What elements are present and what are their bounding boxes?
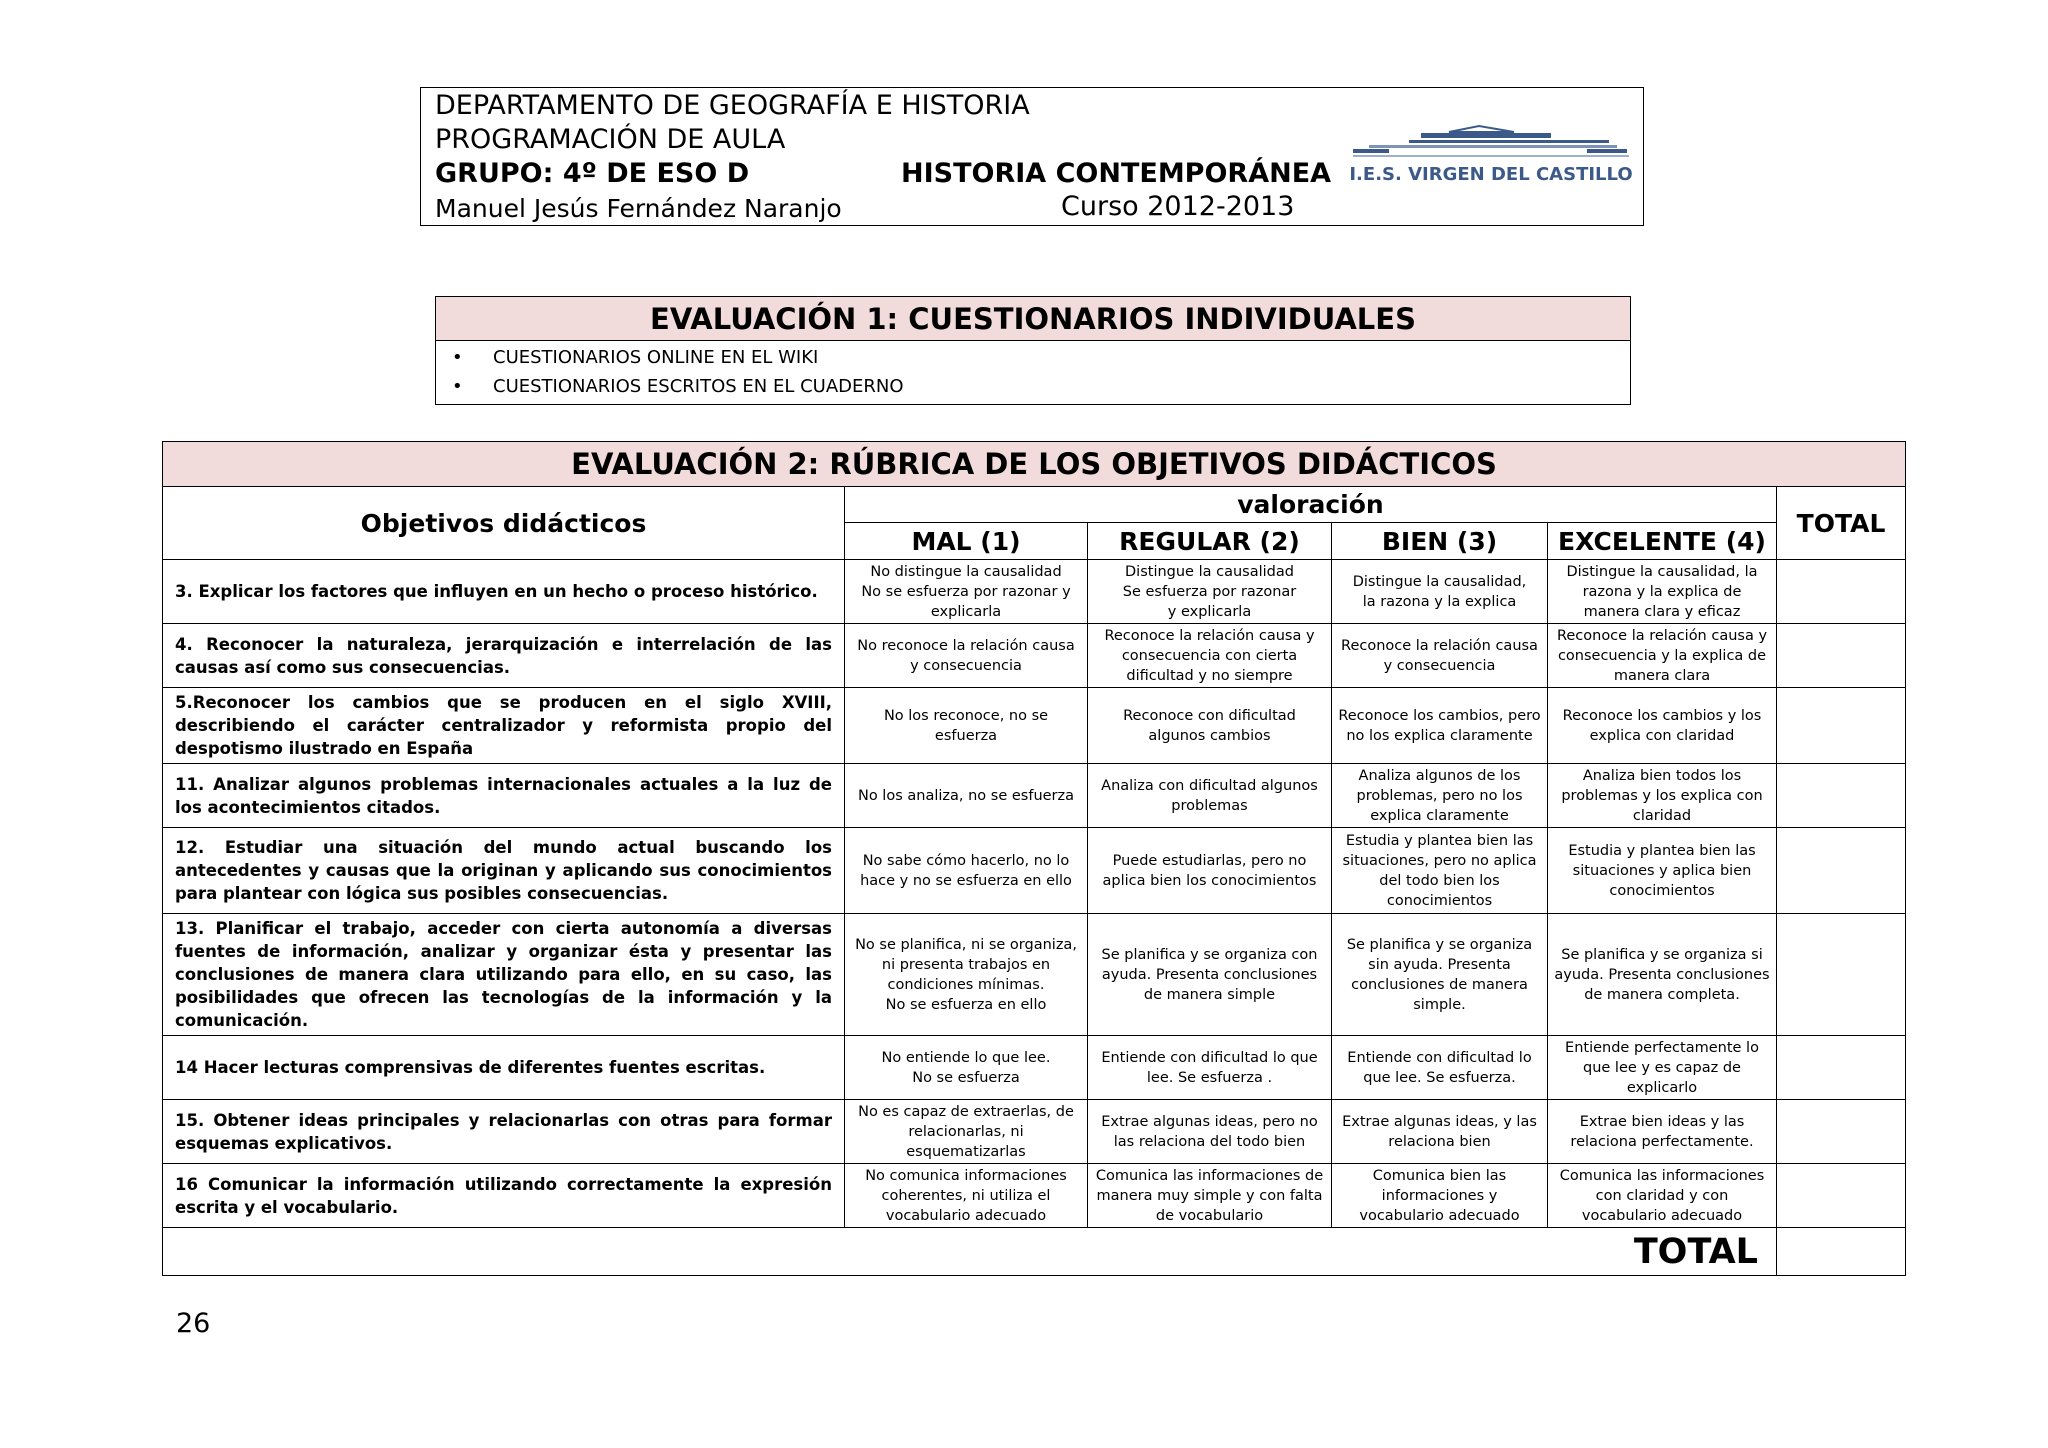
mal-cell: No sabe cómo hacerlo, no lo hace y no se esfuerza en ello [845, 828, 1088, 914]
row-total-cell [1777, 1164, 1906, 1228]
school-logo [1349, 124, 1633, 194]
teacher-name: Manuel Jesús Fernández Naranjo [435, 194, 842, 223]
list-item [436, 372, 1630, 401]
row-total-cell [1777, 560, 1906, 624]
excelente-cell: Estudia y plantea bien las situaciones y aplica bien conocimientos [1548, 828, 1777, 914]
bien-cell: Analiza algunos de los problemas, pero no los explica claramente [1332, 764, 1548, 828]
excelente-cell: Reconoce la relación causa y consecuencia y la explica de manera clara [1548, 624, 1777, 688]
mal-cell: No comunica informaciones coherentes, ni utiliza el vocabulario adecuado [845, 1164, 1088, 1228]
objective-cell: 4. Reconocer la naturaleza, jerarquización e interrelación de las causas así como sus consecuencias. [163, 624, 845, 688]
programming-title: PROGRAMACIÓN DE AULA [435, 124, 786, 155]
document-header [420, 87, 1644, 226]
row-total-cell [1777, 1036, 1906, 1100]
objective-cell: 16 Comunicar la información utilizando correctamente la expresión escrita y el vocabulario. [163, 1164, 845, 1228]
objective-cell: 3. Explicar los factores que influyen en un hecho o proceso histórico. [163, 560, 845, 624]
excelente-cell: Distingue la causalidad, la razona y la explica de manera clara y eficaz [1548, 560, 1777, 624]
list-item [436, 343, 1630, 372]
mal-cell: No es capaz de extraerlas, de relacionarlas, ni esquematizarlas [845, 1100, 1088, 1164]
level-header-bien: BIEN (3) [1332, 523, 1548, 560]
bullet-icon: • [452, 376, 463, 397]
excelente-cell: Comunica las informaciones con claridad y con vocabulario adecuado [1548, 1164, 1777, 1228]
row-total-cell [1777, 1100, 1906, 1164]
regular-cell: Comunica las informaciones de manera muy simple y con falta de vocabulario [1088, 1164, 1332, 1228]
excelente-cell: Analiza bien todos los problemas y los explica con claridad [1548, 764, 1777, 828]
bien-cell: Entiende con dificultad lo que lee. Se esfuerza. [1332, 1036, 1548, 1100]
regular-cell: Entiende con dificultad lo que lee. Se esfuerza . [1088, 1036, 1332, 1100]
bien-cell: Estudia y plantea bien las situaciones, pero no aplica del todo bien los conocimientos [1332, 828, 1548, 914]
table-row [163, 1036, 1906, 1100]
row-total-cell [1777, 828, 1906, 914]
bien-cell: Reconoce los cambios, pero no los explica claramente [1332, 688, 1548, 764]
level-header-mal: MAL (1) [845, 523, 1088, 560]
logo-text: I.E.S. VIRGEN DEL CASTILLO [1349, 164, 1633, 185]
row-total-cell [1777, 764, 1906, 828]
regular-cell: Se planifica y se organiza con ayuda. Presenta conclusiones de manera simple [1088, 914, 1332, 1036]
evaluation-1-title: EVALUACIÓN 1: CUESTIONARIOS INDIVIDUALES [436, 297, 1630, 341]
objective-cell: 14 Hacer lecturas comprensivas de diferentes fuentes escritas. [163, 1036, 845, 1100]
table-row [163, 828, 1906, 914]
table-row [163, 560, 1906, 624]
regular-cell: Distingue la causalidad Se esfuerza por razonar y explicarla [1088, 560, 1332, 624]
group-label: GRUPO: 4º DE ESO D [435, 158, 750, 189]
bien-cell: Distingue la causalidad, la razona y la explica [1332, 560, 1548, 624]
page-number: 26 [176, 1308, 211, 1339]
mal-cell: No los reconoce, no se esfuerza [845, 688, 1088, 764]
objectives-header: Objetivos didácticos [163, 487, 845, 560]
mal-cell: No los analiza, no se esfuerza [845, 764, 1088, 828]
row-total-cell [1777, 624, 1906, 688]
objective-cell: 12. Estudiar una situación del mundo actual buscando los antecedentes y causas que la originan y aplicando sus conocimientos para plantear con lógica sus posibles consecuencias. [163, 828, 845, 914]
level-header-regular: REGULAR (2) [1088, 523, 1332, 560]
evaluation-2-title: EVALUACIÓN 2: RÚBRICA DE LOS OBJETIVOS DIDÁCTICOS [163, 442, 1906, 487]
excelente-cell: Extrae bien ideas y las relaciona perfectamente. [1548, 1100, 1777, 1164]
valoracion-header: valoración [845, 487, 1777, 523]
regular-cell: Extrae algunas ideas, pero no las relaciona del todo bien [1088, 1100, 1332, 1164]
level-header-excelente: EXCELENTE (4) [1548, 523, 1777, 560]
bien-cell: Comunica bien las informaciones y vocabulario adecuado [1332, 1164, 1548, 1228]
regular-cell: Reconoce con dificultad algunos cambios [1088, 688, 1332, 764]
table-row [163, 1164, 1906, 1228]
bien-cell: Se planifica y se organiza sin ayuda. Presenta conclusiones de manera simple. [1332, 914, 1548, 1036]
total-column-header: TOTAL [1777, 487, 1906, 560]
table-row [163, 764, 1906, 828]
table-row [163, 624, 1906, 688]
list-item-text: CUESTIONARIOS ONLINE EN EL WIKI [493, 347, 819, 368]
regular-cell: Reconoce la relación causa y consecuencia con cierta dificultad y no siempre [1088, 624, 1332, 688]
final-total-value [1777, 1228, 1906, 1276]
final-total-label: TOTAL [163, 1228, 1777, 1276]
list-item-text: CUESTIONARIOS ESCRITOS EN EL CUADERNO [493, 376, 904, 397]
evaluation-1-list [436, 341, 1630, 401]
bien-cell: Reconoce la relación causa y consecuencia [1332, 624, 1548, 688]
mal-cell: No entiende lo que lee. No se esfuerza [845, 1036, 1088, 1100]
row-total-cell [1777, 688, 1906, 764]
objective-cell: 11. Analizar algunos problemas internacionales actuales a la luz de los acontecimientos citados. [163, 764, 845, 828]
department-name: DEPARTAMENTO DE GEOGRAFÍA E HISTORIA [435, 90, 1030, 121]
bien-cell: Extrae algunas ideas, y las relaciona bien [1332, 1100, 1548, 1164]
table-row [163, 1100, 1906, 1164]
mal-cell: No distingue la causalidad No se esfuerza por razonar y explicarla [845, 560, 1088, 624]
excelente-cell: Reconoce los cambios y los explica con claridad [1548, 688, 1777, 764]
objective-cell: 5.Reconocer los cambios que se producen en el siglo XVIII, describiendo el carácter centralizador y reformista propio del despotismo ilustrado en España [163, 688, 845, 764]
school-year: Curso 2012-2013 [1061, 191, 1295, 222]
excelente-cell: Se planifica y se organiza si ayuda. Presenta conclusiones de manera completa. [1548, 914, 1777, 1036]
excelente-cell: Entiende perfectamente lo que lee y es capaz de explicarlo [1548, 1036, 1777, 1100]
table-row [163, 688, 1906, 764]
objective-cell: 13. Planificar el trabajo, acceder con cierta autonomía a diversas fuentes de información, analizar y organizar ésta y presentar las conclusiones de manera clara utilizando para ello, en su caso, las posibilidades que ofrecen las tecnologías de la información y la comunicación. [163, 914, 845, 1036]
regular-cell: Puede estudiarlas, pero no aplica bien los conocimientos [1088, 828, 1332, 914]
row-total-cell [1777, 914, 1906, 1036]
subject-label: HISTORIA CONTEMPORÁNEA [901, 158, 1332, 189]
mal-cell: No reconoce la relación causa y consecuencia [845, 624, 1088, 688]
mal-cell: No se planifica, ni se organiza, ni presenta trabajos en condiciones mínimas. No se esfuerza en ello [845, 914, 1088, 1036]
bullet-icon: • [452, 347, 463, 368]
objective-cell: 15. Obtener ideas principales y relacionarlas con otras para formar esquemas explicativos. [163, 1100, 845, 1164]
regular-cell: Analiza con dificultad algunos problemas [1088, 764, 1332, 828]
table-row [163, 914, 1906, 1036]
evaluation-1-box [435, 296, 1631, 405]
rubric-table [162, 441, 1906, 1276]
